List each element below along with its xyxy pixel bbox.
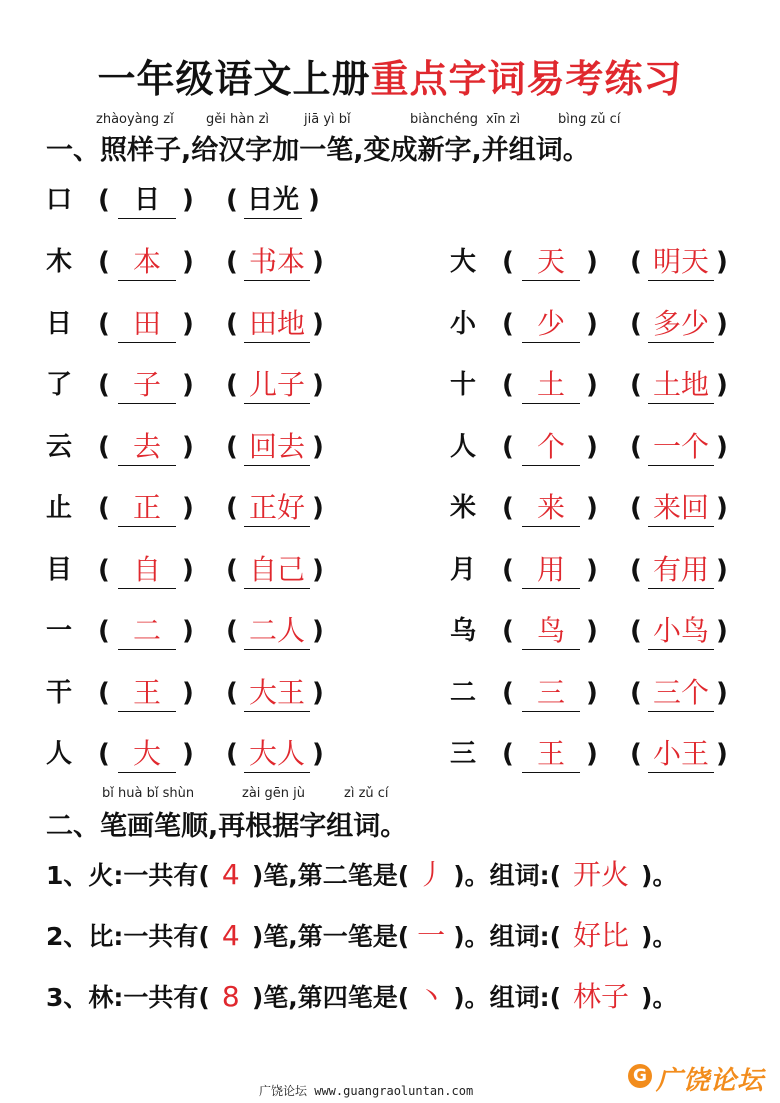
pinyin-3: jiā yì bǐ xyxy=(304,112,351,127)
new-char-answer: 二 xyxy=(118,611,176,650)
open-paren: ( xyxy=(630,616,642,646)
open-paren: ( xyxy=(98,185,110,215)
base-char: 云 xyxy=(46,431,73,462)
word-answer: 三个 xyxy=(648,673,714,712)
open-paren: ( xyxy=(226,431,238,462)
close-paren: ) xyxy=(586,677,598,708)
open-paren: ( xyxy=(630,493,642,523)
close-paren: ) xyxy=(716,308,728,339)
close-paren: ) xyxy=(586,247,598,277)
example-row xyxy=(46,180,366,220)
word-answer: 有用 xyxy=(648,550,714,589)
base-char: 月 xyxy=(450,554,477,585)
open-paren: ( xyxy=(226,677,238,708)
close-paren: ) xyxy=(182,554,194,585)
close-paren: ) xyxy=(312,431,324,462)
q1-count: 4 xyxy=(221,858,240,891)
q1-stroke: 丿 xyxy=(417,858,446,891)
open-paren: ( xyxy=(98,493,110,523)
left-row xyxy=(46,427,346,467)
pinyin-s2-3: zì zǔ cí xyxy=(344,786,389,801)
word-answer: 回去 xyxy=(244,427,310,466)
new-char-answer: 本 xyxy=(118,242,176,281)
left-row xyxy=(46,365,346,405)
open-paren: ( xyxy=(630,739,642,769)
open-paren: ( xyxy=(502,370,514,400)
open-paren: ( xyxy=(502,554,514,585)
logo-text: 广饶论坛 xyxy=(656,1066,765,1096)
logo-icon: G xyxy=(628,1064,652,1088)
close-paren: ) xyxy=(586,739,598,769)
close-paren: ) xyxy=(182,247,194,277)
section1-heading: 一、照样子,给汉字加一笔,变成新字,并组词。 xyxy=(46,135,590,166)
close-paren: ) xyxy=(586,308,598,339)
open-paren: ( xyxy=(98,677,110,708)
new-char-answer: 三 xyxy=(522,673,580,712)
open-paren: ( xyxy=(226,616,238,646)
q2-prefix: 2、比:一共有( xyxy=(46,922,210,951)
word-answer: 自己 xyxy=(244,550,310,589)
right-row xyxy=(450,611,750,651)
open-paren: ( xyxy=(502,431,514,462)
base-char: 乌 xyxy=(450,616,477,646)
new-char-answer: 鸟 xyxy=(522,611,580,650)
word-answer: 大人 xyxy=(244,734,310,773)
close-paren: ) xyxy=(312,554,324,585)
open-paren: ( xyxy=(226,739,238,769)
close-paren: ) xyxy=(586,370,598,400)
q2-end: )。 xyxy=(641,922,678,951)
open-paren: ( xyxy=(98,616,110,646)
base-char: 大 xyxy=(450,247,477,277)
q3-word: 林子 xyxy=(573,980,630,1013)
new-char-answer: 个 xyxy=(522,427,580,466)
open-paren: ( xyxy=(226,185,238,215)
open-paren: ( xyxy=(226,308,238,339)
q3-tail: )。组词:( xyxy=(453,983,562,1012)
new-char-answer: 子 xyxy=(118,365,176,404)
left-row xyxy=(46,488,346,528)
left-row xyxy=(46,611,346,651)
left-row xyxy=(46,304,346,344)
new-char-answer: 大 xyxy=(118,734,176,773)
new-char-answer: 正 xyxy=(118,488,176,527)
pinyin-4: biànchéng xyxy=(410,112,478,127)
word-answer: 小鸟 xyxy=(648,611,714,650)
new-char-answer: 土 xyxy=(522,365,580,404)
question-3 xyxy=(46,977,677,1017)
word-answer: 土地 xyxy=(648,365,714,404)
site-logo xyxy=(628,1060,770,1096)
open-paren: ( xyxy=(226,493,238,523)
pinyin-6: bìng zǔ cí xyxy=(558,112,621,127)
base-char: 人 xyxy=(46,739,73,769)
close-paren: ) xyxy=(716,493,728,523)
footer-text: 广饶论坛 www.guangraoluntan.com xyxy=(259,1084,474,1098)
close-paren: ) xyxy=(586,554,598,585)
new-char-answer: 来 xyxy=(522,488,580,527)
q1-word: 开火 xyxy=(573,858,630,891)
close-paren: ) xyxy=(312,308,324,339)
close-paren: ) xyxy=(312,739,324,769)
q1-end: )。 xyxy=(641,861,678,890)
base-char: 目 xyxy=(46,554,73,585)
word-answer: 大王 xyxy=(244,673,310,712)
example-new: 日 xyxy=(118,180,176,219)
open-paren: ( xyxy=(630,308,642,339)
pinyin-2: gěi hàn zì xyxy=(206,112,270,127)
word-answer: 一个 xyxy=(648,427,714,466)
q1-mid: )笔,第二笔是( xyxy=(251,861,410,890)
pinyin-5: xīn zì xyxy=(486,112,521,127)
right-row xyxy=(450,488,750,528)
new-char-answer: 少 xyxy=(522,304,580,343)
close-paren: ) xyxy=(716,431,728,462)
q2-tail: )。组词:( xyxy=(453,922,562,951)
new-char-answer: 田 xyxy=(118,304,176,343)
close-paren: ) xyxy=(312,247,324,277)
open-paren: ( xyxy=(226,247,238,277)
right-row xyxy=(450,673,750,713)
base-char: 木 xyxy=(46,247,73,277)
example-char: 口 xyxy=(46,185,73,215)
q3-stroke: 丶 xyxy=(417,980,446,1013)
open-paren: ( xyxy=(630,247,642,277)
open-paren: ( xyxy=(98,739,110,769)
q1-tail: )。组词:( xyxy=(453,861,562,890)
question-1 xyxy=(46,855,677,895)
base-char: 了 xyxy=(46,370,73,400)
word-answer: 明天 xyxy=(648,242,714,281)
right-row xyxy=(450,304,750,344)
open-paren: ( xyxy=(98,554,110,585)
title-black: 一年级语文上册 xyxy=(97,57,371,101)
open-paren: ( xyxy=(98,370,110,400)
new-char-answer: 自 xyxy=(118,550,176,589)
open-paren: ( xyxy=(630,431,642,462)
new-char-answer: 王 xyxy=(118,673,176,712)
open-paren: ( xyxy=(502,739,514,769)
open-paren: ( xyxy=(502,493,514,523)
word-answer: 书本 xyxy=(244,242,310,281)
open-paren: ( xyxy=(98,247,110,277)
open-paren: ( xyxy=(226,554,238,585)
word-answer: 来回 xyxy=(648,488,714,527)
left-row xyxy=(46,550,346,590)
word-answer: 儿子 xyxy=(244,365,310,404)
close-paren: ) xyxy=(312,677,324,708)
close-paren: ) xyxy=(586,493,598,523)
base-char: 一 xyxy=(46,616,73,646)
word-answer: 小王 xyxy=(648,734,714,773)
title-red: 重点字词易考练习 xyxy=(370,57,683,101)
q2-count: 4 xyxy=(221,919,240,952)
close-paren: ) xyxy=(586,616,598,646)
q3-end: )。 xyxy=(641,983,678,1012)
new-char-answer: 天 xyxy=(522,242,580,281)
close-paren: ) xyxy=(716,247,728,277)
open-paren: ( xyxy=(502,247,514,277)
base-char: 止 xyxy=(46,493,73,523)
new-char-answer: 王 xyxy=(522,734,580,773)
base-char: 日 xyxy=(46,308,73,339)
close-paren: ) xyxy=(182,616,194,646)
close-paren: ) xyxy=(716,370,728,400)
open-paren: ( xyxy=(226,370,238,400)
close-paren: ) xyxy=(182,370,194,400)
word-answer: 正好 xyxy=(244,488,310,527)
open-paren: ( xyxy=(502,677,514,708)
close-paren: ) xyxy=(716,677,728,708)
open-paren: ( xyxy=(502,616,514,646)
close-paren: ) xyxy=(182,431,194,462)
base-char: 米 xyxy=(450,493,477,523)
pinyin-1: zhàoyàng zǐ xyxy=(96,112,174,127)
right-row xyxy=(450,365,750,405)
open-paren: ( xyxy=(98,431,110,462)
page-title xyxy=(0,48,780,103)
word-answer: 二人 xyxy=(244,611,310,650)
open-paren: ( xyxy=(98,308,110,339)
close-paren: ) xyxy=(312,370,324,400)
close-paren: ) xyxy=(716,616,728,646)
open-paren: ( xyxy=(630,554,642,585)
left-row xyxy=(46,242,346,282)
right-row xyxy=(450,427,750,467)
close-paren: ) xyxy=(182,308,194,339)
q3-mid: )笔,第四笔是( xyxy=(251,983,410,1012)
open-paren: ( xyxy=(630,677,642,708)
new-char-answer: 去 xyxy=(118,427,176,466)
q2-mid: )笔,第一笔是( xyxy=(251,922,410,951)
word-answer: 田地 xyxy=(244,304,310,343)
pinyin-s2-2: zài gēn jù xyxy=(242,786,306,801)
q2-word: 好比 xyxy=(573,919,630,952)
close-paren: ) xyxy=(308,185,320,215)
open-paren: ( xyxy=(502,308,514,339)
base-char: 三 xyxy=(450,739,477,769)
close-paren: ) xyxy=(182,493,194,523)
q2-stroke: 一 xyxy=(417,919,446,952)
base-char: 干 xyxy=(46,677,73,708)
close-paren: ) xyxy=(312,493,324,523)
close-paren: ) xyxy=(716,739,728,769)
base-char: 二 xyxy=(450,677,477,708)
q3-prefix: 3、林:一共有( xyxy=(46,983,210,1012)
close-paren: ) xyxy=(586,431,598,462)
base-char: 人 xyxy=(450,431,477,462)
close-paren: ) xyxy=(182,739,194,769)
q3-count: 8 xyxy=(221,980,240,1013)
new-char-answer: 用 xyxy=(522,550,580,589)
pinyin-s2-1: bǐ huà bǐ shùn xyxy=(102,786,195,801)
word-answer: 多少 xyxy=(648,304,714,343)
close-paren: ) xyxy=(182,185,194,215)
close-paren: ) xyxy=(716,554,728,585)
right-row xyxy=(450,242,750,282)
close-paren: ) xyxy=(312,616,324,646)
open-paren: ( xyxy=(630,370,642,400)
base-char: 小 xyxy=(450,308,477,339)
base-char: 十 xyxy=(450,370,477,400)
q1-prefix: 1、火:一共有( xyxy=(46,861,210,890)
left-row xyxy=(46,734,346,774)
right-row xyxy=(450,550,750,590)
right-row xyxy=(450,734,750,774)
section2-heading: 二、笔画笔顺,再根据字组词。 xyxy=(46,811,408,842)
left-row xyxy=(46,673,346,713)
example-word: 日光 xyxy=(244,180,302,219)
question-2 xyxy=(46,916,677,956)
close-paren: ) xyxy=(182,677,194,708)
